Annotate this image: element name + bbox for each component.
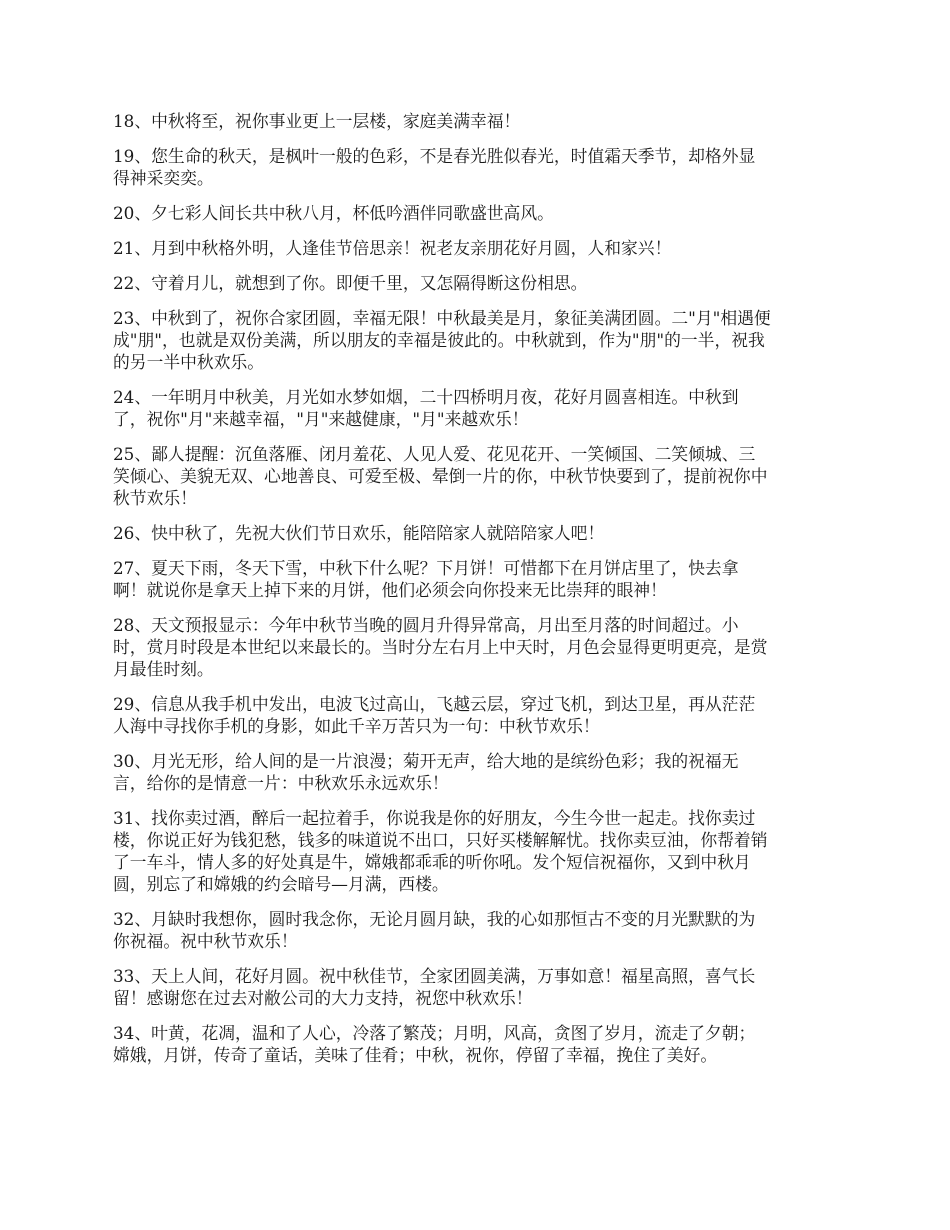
paragraph-34: 34、叶黄，花凋，温和了人心，冷落了繁茂；月明，风高，贪图了岁月，流走了夕朝； 嫦娥，月饼，传奇了童话，美味了佳肴；中秋，祝你，停留了幸福，挽住了美好。 [113,1023,756,1065]
paragraph-23: 23、中秋到了，祝你合家团圆，幸福无限！中秋最美是月，象征美满团圆。二"月"相遇便 成"朋"，也就是双份美满，所以朋友的幸福是彼此的。中秋就到，作为"朋"的一半，祝我 的另一半中秋欢乐。 [113,308,771,372]
paragraph-30: 30、月光无形，给人间的是一片浪漫；菊开无声，给大地的是缤纷色彩；我的祝福无 言，给你的是情意一片：中秋欢乐永远欢乐！ [113,751,739,793]
paragraph-32: 32、月缺时我想你，圆时我念你，无论月圆月缺，我的心如那恒古不变的月光默默的为 你祝福。祝中秋节欢乐！ [113,909,756,951]
paragraph-21: 21、月到中秋格外明，人逢佳节倍思亲！祝老友亲朋花好月圆，人和家兴！ [113,238,672,258]
paragraph-25: 25、鄙人提醒：沉鱼落雁、闭月羞花、人见人爱、花见花开、一笑倾国、二笑倾城、三 笑倾心、美貌无双、心地善良、可爱至极、晕倒一片的你，中秋节快要到了，提前祝你中 秋节欢乐！ [113,444,768,508]
paragraph-22: 22、守着月儿，就想到了你。即便千里，又怎隔得断这份相思。 [113,273,588,293]
paragraph-24: 24、一年明月中秋美，月光如水梦如烟，二十四桥明月夜，花好月圆喜相连。中秋到 了，祝你"月"来越幸福，"月"来越健康，"月"来越欢乐！ [113,387,739,429]
paragraph-29: 29、信息从我手机中发出，电波飞过高山，飞越云层，穿过飞机，到达卫星，再从茫茫 人海中寻找你手机的身影，如此千辛万苦只为一句：中秋节欢乐！ [113,694,756,736]
document-body [113,110,838,1079]
paragraph-20: 20、夕七彩人间长共中秋八月，杯低吟酒伴同歌盛世高风。 [113,203,554,223]
paragraph-26: 26、快中秋了，先祝大伙们节日欢乐，能陪陪家人就陪陪家人吧！ [113,523,605,543]
paragraph-31: 31、找你卖过酒，醉后一起拉着手，你说我是你的好朋友，今生今世一起走。找你卖过 楼，你说正好为钱犯愁，钱多的味道说不出口，只好买楼解解忧。找你卖豆油，你帮着销 了一车斗，情人多的好处真是牛，嫦娥都乖乖的听你吼。发个短信祝福你，又到中秋月 圆，别忘了和嫦娥的约会暗号—月满，西楼。 [113,808,768,894]
paragraph-19: 19、您生命的秋天，是枫叶一般的色彩，不是春光胜似春光，时值霜天季节，却格外显 得神采奕奕。 [113,146,756,188]
paragraph-33: 33、天上人间，花好月圆。祝中秋佳节，全家团圆美满，万事如意！福星高照，喜气长 留！感谢您在过去对敝公司的大力支持，祝您中秋欢乐！ [113,966,756,1008]
paragraph-28: 28、天文预报显示：今年中秋节当晚的圆月升得异常高，月出至月落的时间超过。小 时，赏月时段是本世纪以来最长的。当时分左右月上中天时，月色会显得更明更亮，是赏 月最佳时刻。 [113,615,768,679]
paragraph-27: 27、夏天下雨，冬天下雪，中秋下什么呢？下月饼！可惜都下在月饼店里了，快去拿 啊！就说你是拿天上掉下来的月饼，他们必须会向你投来无比崇拜的眼神！ [113,558,739,600]
paragraph-18: 18、中秋将至，祝你事业更上一层楼，家庭美满幸福！ [113,111,521,131]
